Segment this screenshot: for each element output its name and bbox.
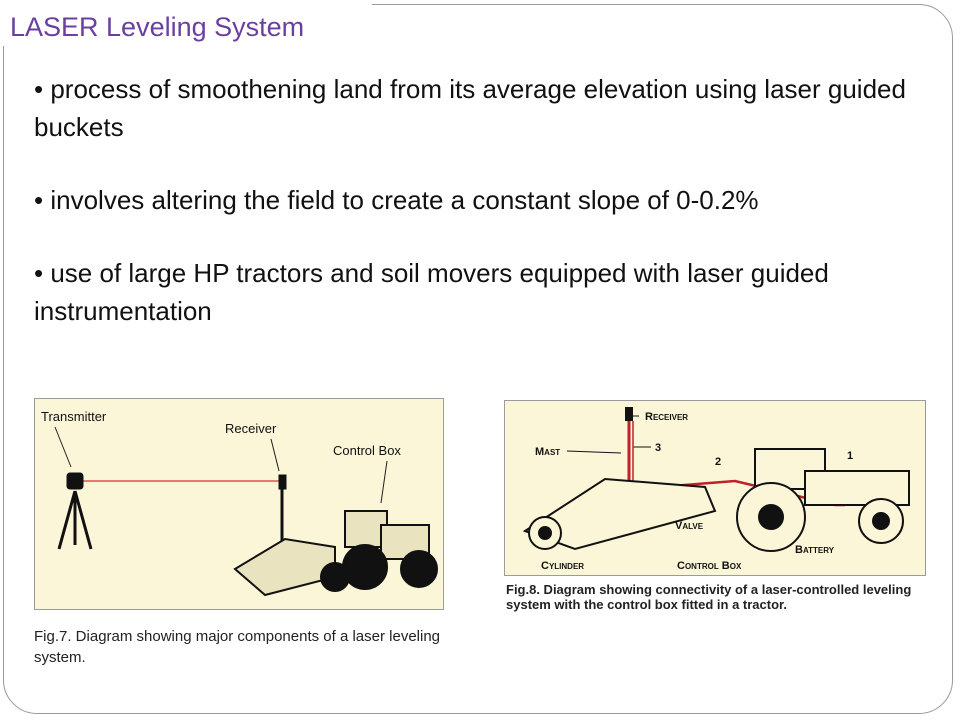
bullet-marker: • <box>34 74 44 104</box>
figure-7-drawing <box>35 399 443 609</box>
receiver-mast <box>279 475 286 549</box>
transmitter-label: Transmitter <box>41 409 107 424</box>
battery-number-label: 1 <box>847 450 854 462</box>
bullet-item <box>34 254 924 330</box>
battery-label: Battery <box>795 544 835 556</box>
valve-label: Valve <box>675 520 704 532</box>
transmitter-tripod <box>59 473 91 549</box>
figure-8-caption: Fig.8. Diagram showing connectivity of a laser-controlled leveling system with the control box fitted in a tractor. <box>506 582 912 612</box>
receiver-leader <box>271 439 279 471</box>
bullet-text: involves altering the field to create a constant slope of 0-0.2% <box>50 185 759 215</box>
figure-7-caption: Fig.7. Diagram showing major components of a laser leveling system. <box>34 628 441 666</box>
valve-number-label: 2 <box>715 456 722 468</box>
bullet-text: process of smoothening land from its average elevation using laser guided buckets <box>34 74 906 142</box>
mast-number-label: 3 <box>655 442 662 454</box>
slide-title: LASER Leveling System <box>10 12 305 42</box>
bullet-item <box>34 181 924 219</box>
bullet-marker: • <box>34 258 44 288</box>
bullet-marker: • <box>34 185 44 215</box>
tractor <box>737 449 909 551</box>
figure-8-diagram <box>504 400 926 576</box>
bullet-text: use of large HP tractors and soil movers equipped with laser guided instrumentation <box>34 258 829 326</box>
transmitter-leader <box>55 427 71 467</box>
control-box-label: Control Box <box>677 560 742 572</box>
control-box-label: Control Box <box>333 443 401 458</box>
bullet-item <box>34 70 924 146</box>
scraper-bucket <box>525 479 715 549</box>
scraper-bucket <box>235 539 349 595</box>
figure-8-drawing <box>505 401 925 575</box>
cylinder-label: Cylinder <box>541 560 585 572</box>
receiver-label: Receiver <box>225 421 277 436</box>
bullet-list <box>34 70 924 365</box>
figure-7-diagram <box>34 398 444 610</box>
receiver-label: Receiver <box>645 411 689 423</box>
control-box-leader <box>381 461 387 503</box>
mast-arrow <box>567 451 621 453</box>
tractor <box>343 511 437 589</box>
receiver-mast <box>625 407 633 489</box>
mast-label: Mast <box>535 446 561 458</box>
